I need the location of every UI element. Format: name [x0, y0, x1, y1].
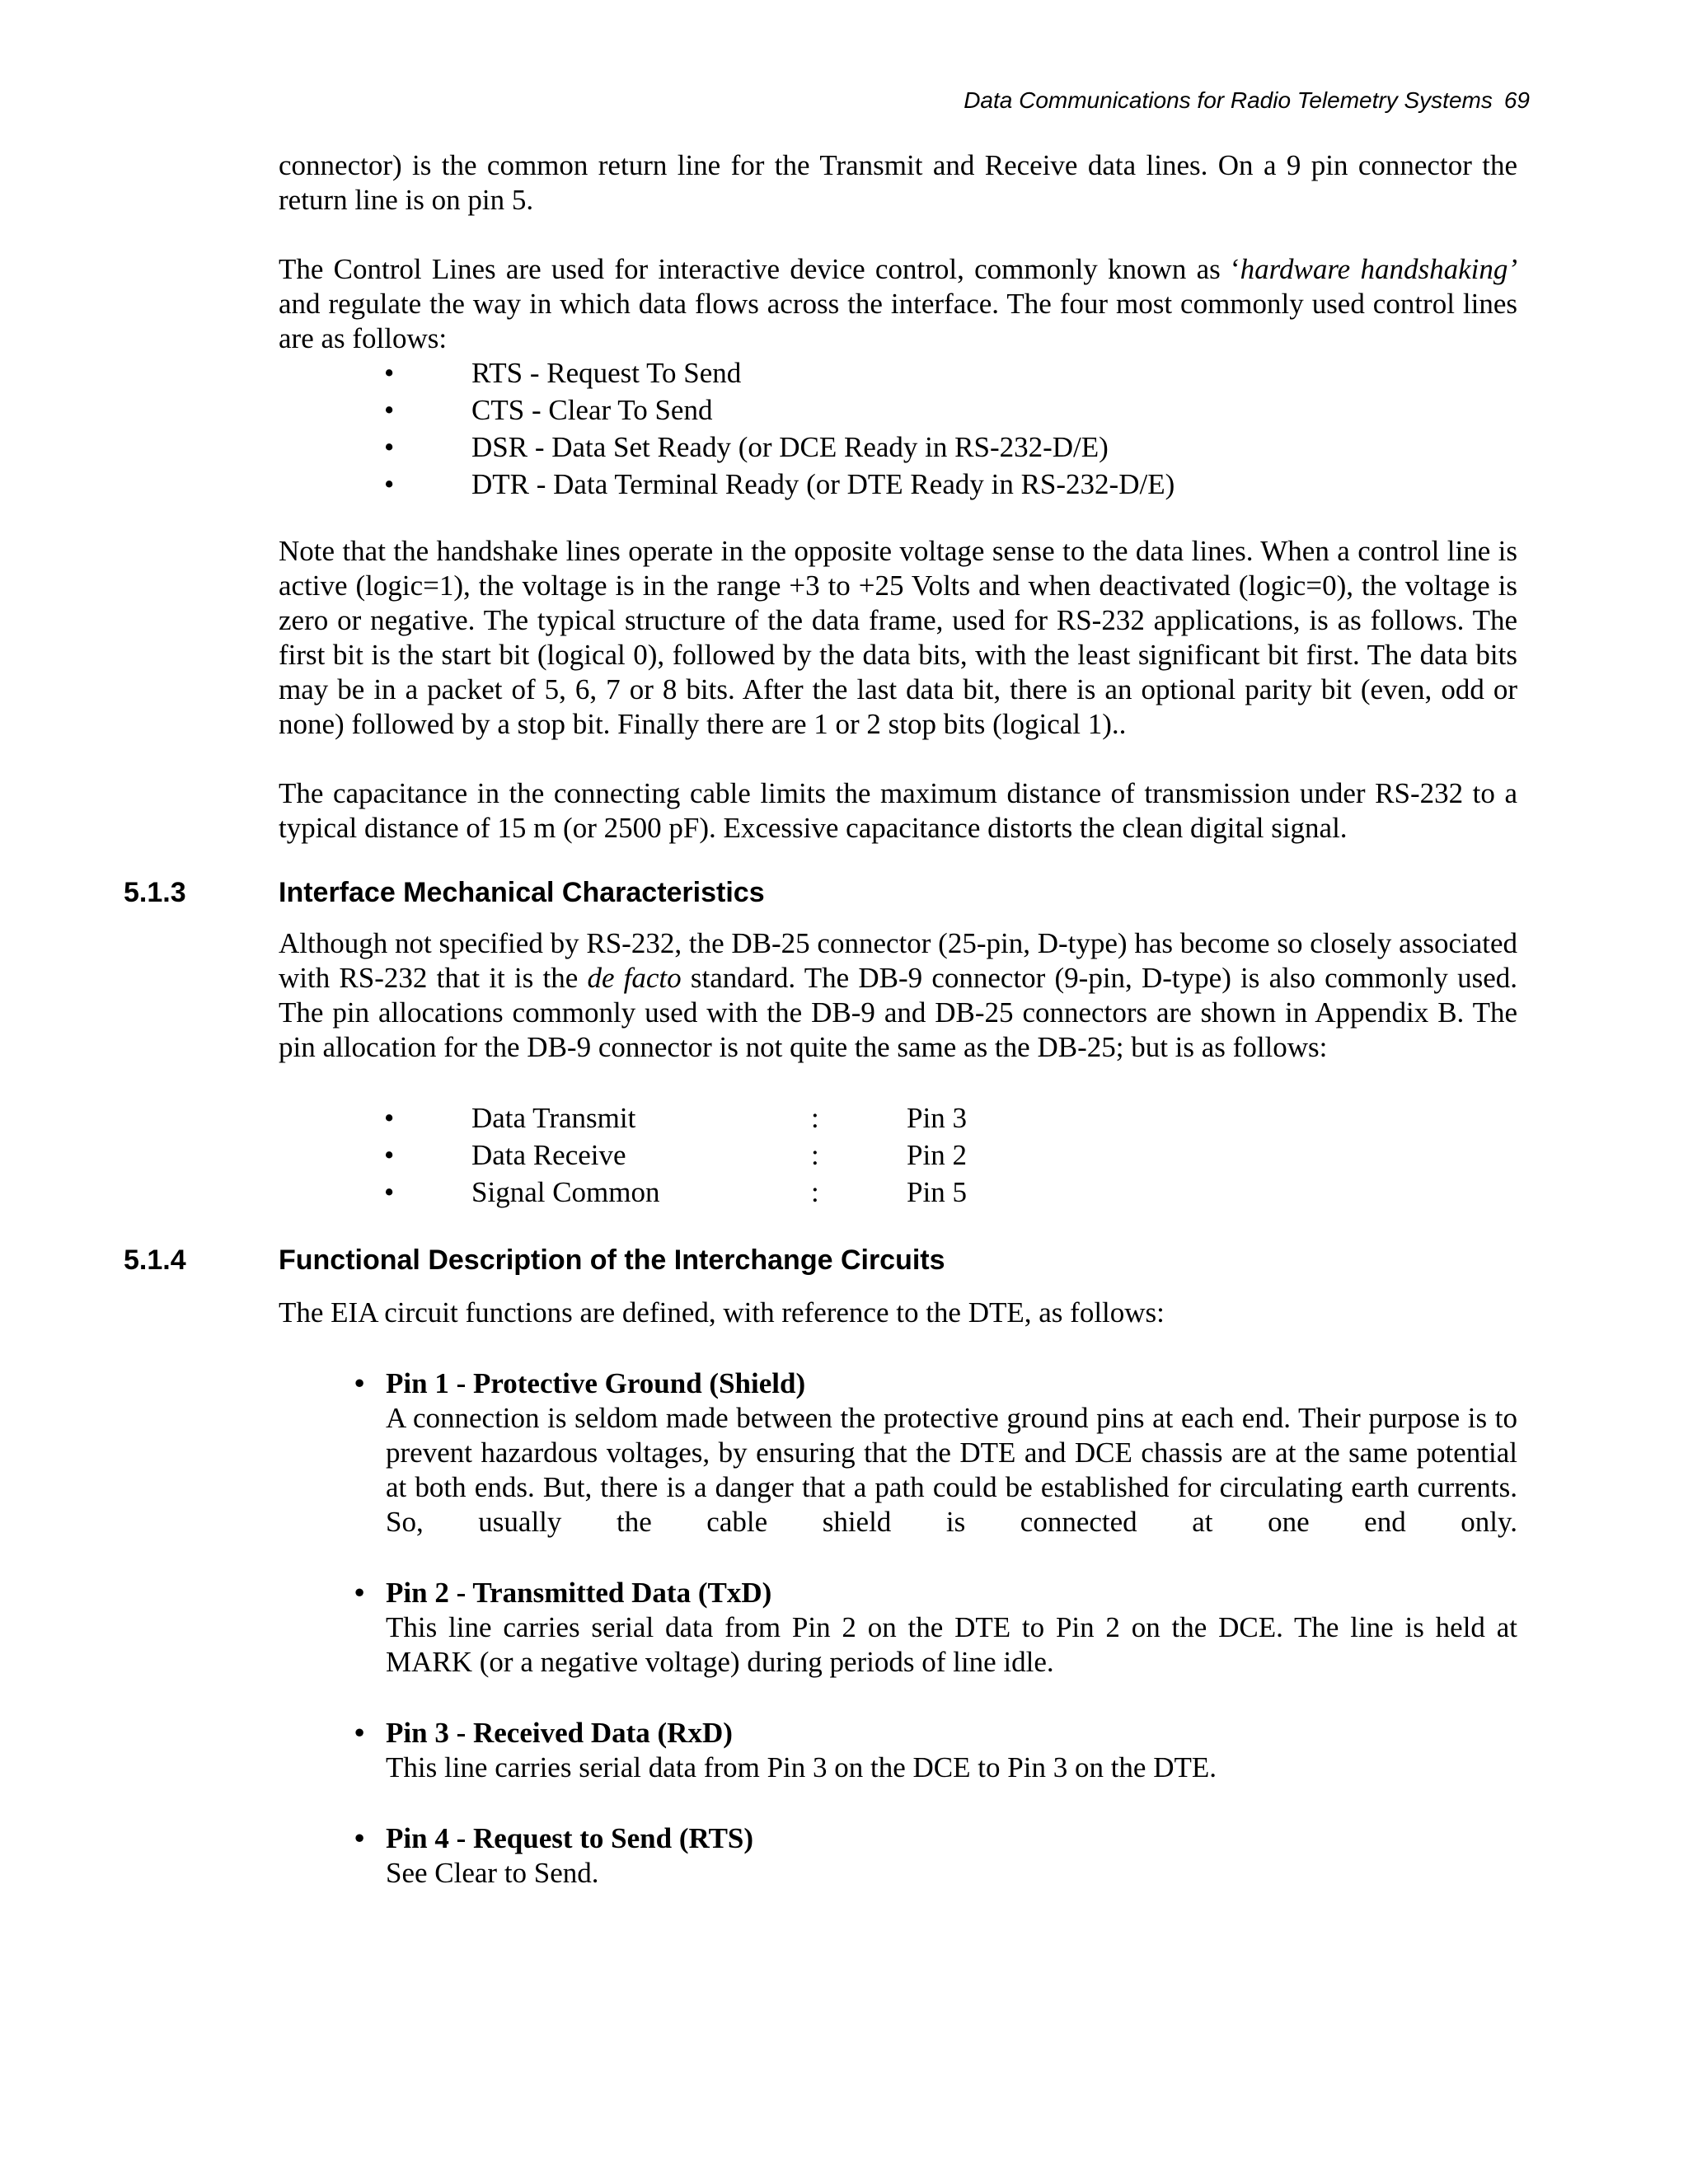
bullet-icon: •: [354, 1367, 365, 1399]
pin-separator: :: [811, 1176, 819, 1208]
pin-value: Pin 2: [907, 1139, 967, 1171]
pin-body: This line carries serial data from Pin 3 on the DCE to Pin 3 on the DTE.: [386, 1751, 1217, 1783]
list-item: • DTR - Data Terminal Ready (or DTE Ready in RS-232-D/E): [279, 466, 1517, 503]
bullet-icon: •: [354, 1822, 365, 1854]
paragraph-return-line: [279, 148, 1517, 218]
section-title: Interface Mechanical Characteristics: [279, 877, 765, 908]
pin-title: • Pin 2 - Transmitted Data (TxD): [354, 1577, 772, 1609]
pin-label: Data Receive: [471, 1139, 626, 1171]
paragraph-handshake-voltage: [279, 534, 1517, 742]
pin-label: Data Transmit: [471, 1102, 636, 1134]
list-item: [279, 1099, 1517, 1137]
pin-description-3: [354, 1716, 1517, 1785]
pin-body: This line carries serial data from Pin 2 on the DTE to Pin 2 on the DCE. The line is held at MARK (or a negative voltage) during periods of line idle.: [386, 1611, 1517, 1678]
paragraph-text: The Control Lines are used for interactive device control, commonly known as ‘hardware handshaking’ and regulate the way in which data flows across the interface. The four most commonly used control lines are as follows:: [279, 253, 1517, 354]
pin-title: • Pin 4 - Request to Send (RTS): [354, 1822, 754, 1854]
bullet-icon: •: [384, 1139, 395, 1171]
pin-description-4: [354, 1821, 1517, 1891]
running-header: [964, 86, 1530, 115]
pin-body: A connection is seldom made between the protective ground pins at each end. Their purpose is to prevent hazardous voltages, by ensuring that the DTE and DCE chassis are at the same potential at both ends. But, there is a danger that a path could be established for circulating earth currents. So, usually the cable shield is connected at one end only.: [386, 1402, 1517, 1538]
paragraph-control-lines: [279, 252, 1517, 356]
list-item: • CTS - Clear To Send: [279, 391, 1517, 429]
pin-title: • Pin 1 - Protective Ground (Shield): [354, 1367, 806, 1399]
bullet-icon: •: [384, 357, 395, 389]
bullet-icon: •: [384, 468, 395, 500]
control-lines-list-wrapper: [279, 354, 1517, 503]
paragraph-text: connector) is the common return line for the Transmit and Receive data lines. On a 9 pin connector the return line is on pin 5.: [279, 149, 1517, 216]
section-number: 5.1.4: [124, 1244, 186, 1276]
italic-term: de facto: [587, 962, 682, 994]
pin-value: Pin 3: [907, 1102, 967, 1134]
section-number: 5.1.3: [124, 877, 186, 908]
pin-description-1: [354, 1366, 1517, 1540]
bullet-icon: •: [384, 1102, 395, 1134]
italic-term: hardware handshaking’: [1240, 253, 1517, 285]
pin-allocation-list: [279, 1099, 1517, 1211]
list-item: • DSR - Data Set Ready (or DCE Ready in RS-232-D/E): [279, 429, 1517, 466]
pin-label: Signal Common: [471, 1176, 660, 1208]
pin-allocation-list-wrapper: [279, 1099, 1517, 1211]
pin-body: See Clear to Send.: [386, 1857, 599, 1889]
paragraph-mechanical: [279, 926, 1517, 1065]
bullet-icon: •: [354, 1717, 365, 1749]
paragraph-text: The EIA circuit functions are defined, with reference to the DTE, as follows:: [279, 1296, 1165, 1329]
section-title: Functional Description of the Interchange Circuits: [279, 1244, 945, 1276]
paragraph-eia-intro: [279, 1296, 1517, 1330]
list-item: [279, 1137, 1517, 1174]
page-number: 69: [1503, 87, 1530, 113]
pin-separator: :: [811, 1139, 819, 1171]
bullet-icon: •: [354, 1577, 365, 1609]
list-item: [279, 1174, 1517, 1211]
bullet-icon: •: [384, 394, 395, 426]
pin-separator: :: [811, 1102, 819, 1134]
paragraph-text: The capacitance in the connecting cable limits the maximum distance of transmission under RS-232 to a typical distance of 15 m (or 2500 pF). Excessive capacitance distorts the clean digital signal.: [279, 777, 1517, 844]
paragraph-text: Although not specified by RS-232, the DB-25 connector (25-pin, D-type) has become so closely associated with RS-232 that it is the de facto standard. The DB-9 connector (9-pin, D-type) is also commonly used. The pin allocations commonly used with the DB-9 and DB-25 connectors are shown in Appendix B. The pin allocation for the DB-9 connector is not quite the same as the DB-25; but is as follows:: [279, 927, 1517, 1063]
pin-title: • Pin 3 - Received Data (RxD): [354, 1717, 733, 1749]
control-lines-list: [279, 354, 1517, 503]
paragraph-capacitance: [279, 776, 1517, 846]
pin-description-2: [354, 1576, 1517, 1680]
pin-value: Pin 5: [907, 1176, 967, 1208]
paragraph-text: Note that the handshake lines operate in the opposite voltage sense to the data lines. When a control line is active (logic=1), the voltage is in the range +3 to +25 Volts and when deactivated (logic=0), the voltage is zero or negative. The typical structure of the data frame, used for RS-232 applications, is as follows. The first bit is the start bit (logical 0), followed by the data bits, with the least significant bit first. The data bits may be in a packet of 5, 6, 7 or 8 bits. After the last data bit, there is an optional parity bit (even, odd or none) followed by a stop bit. Finally there are 1 or 2 stop bits (logical 1)..: [279, 535, 1517, 740]
list-item: • RTS - Request To Send: [279, 354, 1517, 391]
bullet-icon: •: [384, 1176, 395, 1208]
header-title: Data Communications for Radio Telemetry Systems: [964, 87, 1493, 113]
bullet-icon: •: [384, 431, 395, 463]
